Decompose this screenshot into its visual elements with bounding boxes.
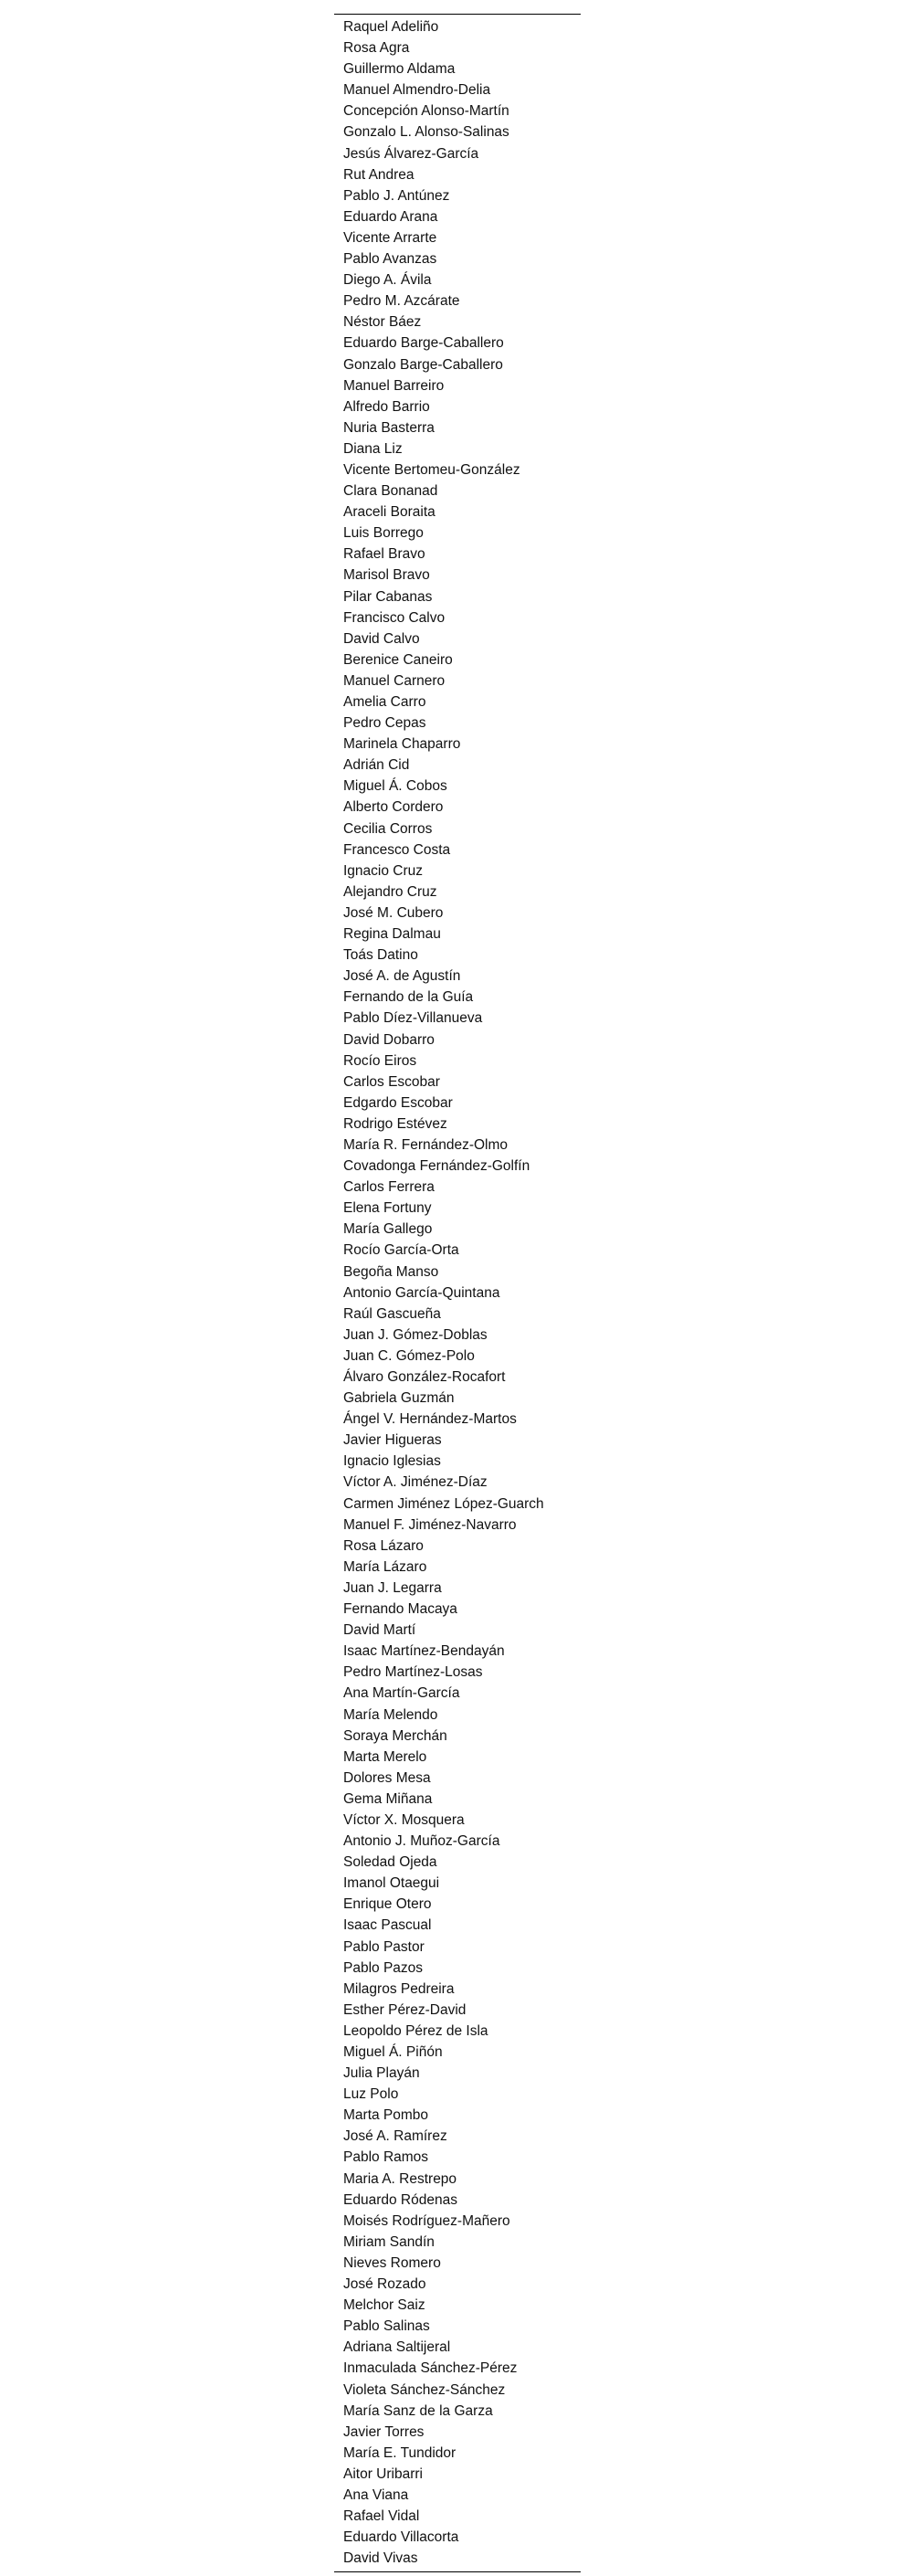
name-row: José M. Cubero [343,904,444,921]
name-row: Fernando de la Guía [343,989,474,1006]
name-row: Isaac Pascual [343,1917,432,1934]
name-row: Javier Torres [343,2423,425,2440]
name-row: Diana Liz [343,440,403,457]
name-row: Fernando Macaya [343,1601,457,1618]
name-row: Néstor Báez [343,314,422,331]
name-row: Raúl Gascueña [343,1305,441,1322]
name-row: Rocío Eiros [343,1052,417,1069]
name-row: Rut Andrea [343,166,415,183]
name-row: Gema Miñana [343,1790,433,1807]
name-row: José Rozado [343,2276,426,2293]
name-table [334,14,581,2572]
name-row: Luis Borrego [343,525,424,542]
name-row: Rodrigo Estévez [343,1115,447,1132]
name-row: Eduardo Arana [343,208,438,225]
name-row: Pablo Pastor [343,1938,425,1955]
name-row: Marta Merelo [343,1748,427,1765]
name-row: Julia Playán [343,2065,420,2082]
name-row: Raquel Adeliño [343,19,439,35]
name-row: Rafael Vidal [343,2508,420,2525]
name-row: Guillermo Aldama [343,61,456,78]
name-row: María R. Fernández-Olmo [343,1136,509,1153]
name-row: David Calvo [343,630,420,647]
name-row: Moisés Rodríguez-Mañero [343,2212,510,2229]
name-row: Vicente Arrarte [343,229,437,246]
name-row: Víctor A. Jiménez-Díaz [343,1474,488,1491]
name-row: María E. Tundidor [343,2444,456,2461]
name-row: Javier Higueras [343,1432,442,1449]
name-row: Elena Fortuny [343,1200,432,1217]
name-row: Pablo Salinas [343,2318,430,2335]
name-row: Juan J. Gómez-Doblas [343,1326,488,1343]
name-row: María Melendo [343,1706,438,1723]
name-row: Carlos Escobar [343,1073,440,1090]
name-row: Ignacio Cruz [343,862,424,879]
name-row: Inmaculada Sánchez-Pérez [343,2360,518,2377]
name-row: Concepción Alonso-Martín [343,103,509,120]
name-row: Rosa Agra [343,40,410,57]
name-row: María Gallego [343,1221,433,1238]
name-row: Juan J. Legarra [343,1579,442,1596]
name-row: Antonio J. Muñoz-García [343,1833,500,1850]
name-row: María Sanz de la Garza [343,2402,493,2419]
name-row: Nieves Romero [343,2254,441,2271]
name-row: Enrique Otero [343,1896,432,1913]
name-row: Rocío García-Orta [343,1242,459,1259]
name-row: Pablo Avanzas [343,251,437,268]
name-row: David Dobarro [343,1031,435,1048]
name-row: Leopoldo Pérez de Isla [343,2022,488,2039]
name-row: Víctor X. Mosquera [343,1811,465,1828]
name-row: Marinela Chaparro [343,736,461,753]
name-row: Luz Polo [343,2086,399,2103]
name-row: Adrián Cid [343,757,410,774]
name-row: Esther Pérez-David [343,2001,467,2018]
name-row: Eduardo Barge-Caballero [343,335,504,352]
name-row: Manuel Almendro-Delia [343,82,491,99]
name-row: Marisol Bravo [343,567,430,584]
name-row: Pablo Ramos [343,2149,429,2166]
name-row: Gonzalo L. Alonso-Salinas [343,124,509,141]
name-row: Berenice Caneiro [343,651,453,668]
name-list [334,16,581,2569]
name-row: Pablo J. Antúnez [343,187,450,204]
name-row: Manuel Carnero [343,672,446,689]
name-row: Maria A. Restrepo [343,2170,457,2187]
name-row: Jesús Álvarez-García [343,145,479,162]
name-row: Vicente Bertomeu-González [343,461,520,478]
name-row: Pedro Martínez-Losas [343,1664,483,1681]
name-row: Milagros Pedreira [343,1980,455,1997]
name-row: Gonzalo Barge-Caballero [343,356,503,373]
name-row: Carmen Jiménez López-Guarch [343,1495,544,1512]
name-row: Manuel Barreiro [343,377,445,394]
name-row: Aitor Uribarri [343,2465,423,2482]
name-row: Álvaro González-Rocafort [343,1369,506,1385]
name-row: Pilar Cabanas [343,588,433,605]
name-row: Pedro M. Azcárate [343,293,460,310]
name-row: David Martí [343,1622,416,1639]
name-row: Gabriela Guzmán [343,1390,455,1407]
name-row: Ana Martín-García [343,1685,460,1702]
name-row: Diego A. Ávila [343,272,432,289]
name-row: Francesco Costa [343,841,451,858]
name-row: Amelia Carro [343,694,426,710]
name-row: Cecilia Corros [343,820,433,837]
name-row: Ángel V. Hernández-Martos [343,1411,517,1428]
name-row: Nuria Basterra [343,419,435,436]
name-row: Dolores Mesa [343,1769,431,1786]
name-row: Rosa Lázaro [343,1537,424,1554]
name-row: Melchor Saiz [343,2297,425,2314]
name-row: Pablo Díez-Villanueva [343,1010,483,1027]
name-row: Rafael Bravo [343,546,425,563]
name-row: Violeta Sánchez-Sánchez [343,2381,506,2398]
name-row: Clara Bonanad [343,483,438,500]
name-row: Miguel Á. Cobos [343,778,447,795]
name-row: Alberto Cordero [343,799,444,816]
name-row: Eduardo Villacorta [343,2529,459,2546]
name-row: Toás Datino [343,947,418,964]
name-row: Ignacio Iglesias [343,1453,441,1470]
name-row: Soledad Ojeda [343,1854,437,1871]
name-row: Eduardo Ródenas [343,2191,457,2208]
name-row: Marta Pombo [343,2107,429,2124]
name-row: Miguel Á. Piñón [343,2044,443,2060]
name-row: José A. Ramírez [343,2128,447,2145]
name-row: Ana Viana [343,2486,409,2503]
name-row: Alejandro Cruz [343,883,437,900]
name-row: Covadonga Fernández-Golfín [343,1158,530,1175]
name-row: Alfredo Barrio [343,398,430,415]
name-row: Antonio García-Quintana [343,1284,500,1301]
name-row: Edgardo Escobar [343,1094,453,1111]
name-row: Carlos Ferrera [343,1179,435,1196]
name-row: Soraya Merchán [343,1727,447,1744]
name-row: Manuel F. Jiménez-Navarro [343,1516,517,1533]
name-row: Pablo Pazos [343,1959,424,1976]
name-row: Adriana Saltijeral [343,2339,451,2356]
name-row: Miriam Sandín [343,2233,435,2250]
name-row: Francisco Calvo [343,609,446,626]
name-row: Pedro Cepas [343,715,426,732]
name-row: Juan C. Gómez-Polo [343,1347,475,1364]
name-row: Imanol Otaegui [343,1875,440,1892]
name-row: María Lázaro [343,1558,427,1575]
name-row: Isaac Martínez-Bendayán [343,1643,505,1660]
name-row: David Vivas [343,2550,418,2567]
name-row: Regina Dalmau [343,926,441,943]
name-row: Araceli Boraita [343,504,436,521]
name-row: José A. de Agustín [343,968,461,985]
name-row: Begoña Manso [343,1263,439,1280]
